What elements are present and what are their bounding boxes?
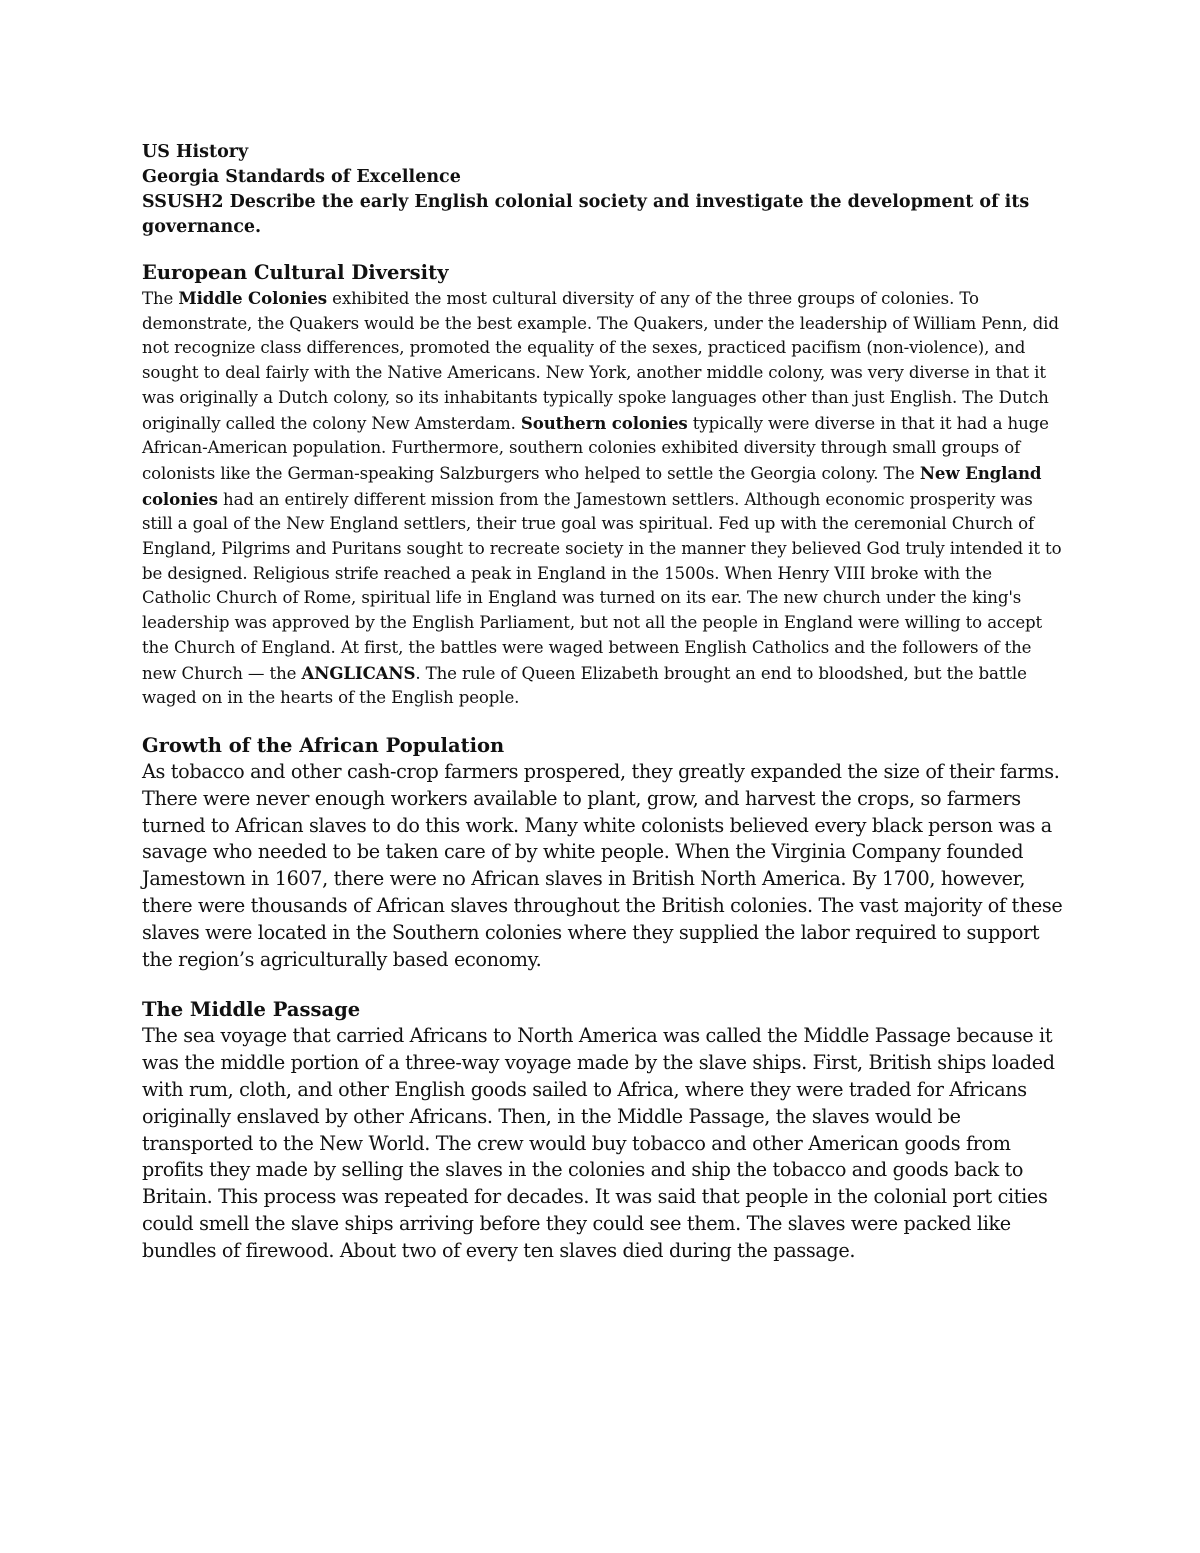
section-paragraph: The sea voyage that carried Africans to North America was called the Middle Passage because it was the middle portion of a three-way voyage made by the slave ships. First, British ships loaded with rum, cloth, and other English goods sailed to Africa, where they were traded for Africans originally enslaved by other Africans. Then, in the Middle Passage, the slaves would be transported to the New World. The crew would buy tobacco and other American goods from profits they made by selling the slaves in the colonies and ship the tobacco and goods back to Britain. This process was repeated for decades. It was said that people in the colonial port cities could smell the slave ships arriving before they could see them. The slaves were packed like bundles of firewood. About two of every ten slaves died during the passage.	[142, 1024, 1055, 1262]
bold-term: Southern colonies	[520, 412, 688, 433]
bold-term: ANGLICANS	[301, 662, 416, 683]
section-paragraph: The Middle Colonies exhibited the most cultural diversity of any of the three groups of colonies. To demonstrate, the Quakers would be the best example. The Quakers, under the leadership of William Penn, did not recognize class differences, promoted the equality of the sexes, practiced pacifism (non-violence), and sought to deal fairly with the Native Americans. New York, another middle colony, was very diverse in that it was originally a Dutch colony, so its inhabitants typically spoke languages other than just English. The Dutch originally called the colony New Amsterdam. Southern colonies typically were diverse in that it had a huge African-American population. Furthermore, southern colonies exhibited diversity through small groups of colonists like the German-speaking Salzburgers who helped to settle the Georgia colony. The New England colonies had an entirely different mission from the Jamestown settlers. Although economic prosperity was still a goal of the New England settlers, their true goal was spiritual. Fed up with the ceremonial Church of England, Pilgrims and Puritans sought to recreate society in the manner they believed God truly intended it to be designed. Religious strife reached a peak in England in the 1500s. When Henry VIII broke with the Catholic Church of Rome, spiritual life in England was turned on its ear. The new church under the king's leadership was approved by the English Parliament, but not all the people in England were willing to accept the Church of England. At first, the battles were waged between English Catholics and the followers of the new Church — the ANGLICANS. The rule of Queen Elizabeth brought an end to bloodshed, but the battle waged on in the hearts of the English people.	[142, 288, 1062, 708]
section-heading: Growth of the African Population	[142, 733, 505, 757]
section-growth-african-population	[142, 733, 1064, 973]
document-page	[142, 140, 1064, 1265]
standards-title: Georgia Standards of Excellence	[142, 167, 461, 187]
course-title: US History	[142, 142, 249, 162]
document-header	[142, 140, 1064, 240]
bold-term: New England colonies	[142, 462, 1042, 509]
bold-term: Middle Colonies	[178, 288, 328, 308]
standard-objective: SSUSH2 Describe the early English colonial society and investigate the development of its governance.	[142, 192, 1030, 237]
section-paragraph: As tobacco and other cash-crop farmers prospered, they greatly expanded the size of their farms. There were never enough workers available to plant, grow, and harvest the crops, so farmers turned to African slaves to do this work. Many white colonists believed every black person was a savage who needed to be taken care of by white people. When the Virginia Company founded Jamestown in 1607, there were no African slaves in British North America. By 1700, however, there were thousands of African slaves throughout the British colonies. The vast majority of these slaves were located in the Southern colonies where they supplied the labor required to support the region’s agriculturally based economy.	[142, 759, 1063, 971]
section-middle-passage	[142, 997, 1064, 1264]
section-european-cultural-diversity	[142, 260, 1064, 711]
section-heading: The Middle Passage	[142, 998, 361, 1022]
section-heading: European Cultural Diversity	[142, 261, 449, 284]
